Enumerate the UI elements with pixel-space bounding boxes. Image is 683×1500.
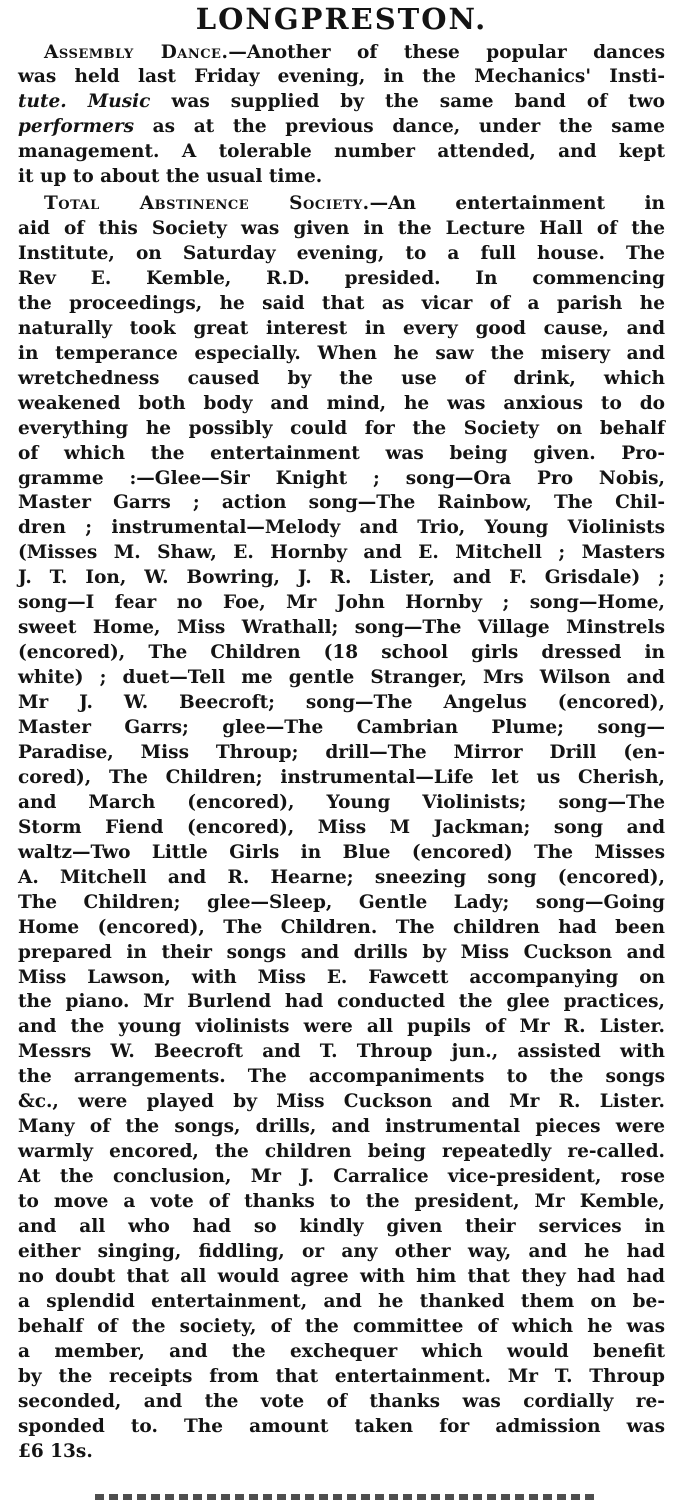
abstinence-line: to move a vote of thanks to the president, Mr Kemble, <box>18 1191 665 1212</box>
abstinence-line: weakened both body and mind, he was anxious to do <box>18 392 665 414</box>
abstinence-heading: Total Abstinence Society. <box>44 193 370 214</box>
headline: LONGPRESTON. <box>195 2 488 36</box>
abstinence-line: wretchedness caused by the use of drink, which <box>18 367 665 389</box>
abstinence-text: —An entertainment in <box>369 193 665 214</box>
abstinence-line: song—I fear no Foe, Mr John Hornby ; song—Home, <box>18 592 665 614</box>
abstinence-line: and the young violinists were all pupils of Mr R. Lister. <box>18 1016 665 1038</box>
abstinence-line: white) ; duet—Tell me gentle Stranger, Mrs Wilson and <box>18 667 665 689</box>
abstinence-line: the piano. Mr Burlend had conducted the glee practices, <box>18 991 665 1013</box>
abstinence-line: and all who had so kindly given their services in <box>18 1216 665 1237</box>
abstinence-line: (encored), The Children (18 school girls dressed in <box>18 642 665 664</box>
abstinence-line: behalf of the society, of the committee of which he was <box>18 1315 665 1337</box>
abstinence-line: a splendid entertainment, and he thanked them on be- <box>18 1290 665 1312</box>
abstinence-line: Miss Lawson, with Miss E. Fawcett accompanying on <box>18 966 665 988</box>
assembly-line <box>44 41 665 65</box>
abstinence-line: At the conclusion, Mr J. Carralice vice-president, rose <box>18 1166 665 1188</box>
abstinence-line: the arrangements. The accompaniments to the songs <box>18 1066 665 1088</box>
assembly-line <box>18 90 665 114</box>
abstinence-line: naturally took great interest in every good cause, and <box>18 317 665 339</box>
abstinence-line: warmly encored, the children being repeatedly re-called. <box>18 1141 665 1163</box>
abstinence-line: the proceedings, he said that as vicar of a parish he <box>18 292 665 314</box>
abstinence-line: Messrs W. Beecroft and T. Throup jun., assisted with <box>18 1041 665 1063</box>
abstinence-line: and March (encored), Young Violinists; song—The <box>18 791 665 813</box>
abstinence-line: waltz—Two Little Girls in Blue (encored) The Misses <box>18 841 665 863</box>
abstinence-line: by the receipts from that entertainment. Mr T. Throup <box>18 1365 665 1387</box>
abstinence-line: Storm Fiend (encored), Miss M Jackman; song and <box>18 816 665 838</box>
abstinence-line: Master Garrs ; action song—The Rainbow, The Chil- <box>18 492 665 514</box>
abstinence-line: sweet Home, Miss Wrathall; song—The Village Minstrels <box>18 617 665 639</box>
abstinence-line: Institute, on Saturday evening, to a full house. The <box>18 242 665 264</box>
abstinence-line: a member, and the exchequer which would benefit <box>18 1340 665 1362</box>
abstinence-line: no doubt that all would agree with him that they had had <box>18 1265 665 1287</box>
abstinence-line: gramme :—Glee—Sir Knight ; song—Ora Pro Nobis, <box>18 467 665 489</box>
assembly-text: as at the previous dance, under the same <box>134 116 665 137</box>
assembly-text: performers <box>18 116 135 137</box>
assembly-line: it up to about the usual time. <box>18 166 323 187</box>
abstinence-line: everything he possibly could for the Society on behalf <box>18 417 665 439</box>
assembly-heading: Assembly Dance. <box>44 42 229 63</box>
abstinence-line: in temperance especially. When he saw the misery and <box>18 342 665 364</box>
abstinence-line: dren ; instrumental—Melody and Trio, Young Violinists <box>18 517 665 539</box>
abstinence-line: £6 13s. <box>18 1440 93 1462</box>
assembly-text: tute. <box>18 91 67 112</box>
abstinence-line: A. Mitchell and R. Hearne; sneezing song (encored), <box>18 866 665 888</box>
abstinence-line: aid of this Society was given in the Lecture Hall of the <box>18 218 665 239</box>
abstinence-line: cored), The Children; instrumental—Life let us Cherish, <box>18 766 665 788</box>
abstinence-line: Mr J. W. Beecroft; song—The Angelus (encored), <box>18 692 665 713</box>
abstinence-line: Master Garrs; glee—The Cambrian Plume; song— <box>18 717 665 738</box>
abstinence-line: prepared in their songs and drills by Miss Cuckson and <box>18 941 665 963</box>
assembly-line <box>18 115 665 139</box>
abstinence-line: The Children; glee—Sleep, Gentle Lady; song—Going <box>18 891 665 913</box>
abstinence-line: seconded, and the vote of thanks was cordially re- <box>18 1390 665 1412</box>
abstinence-line: &c., were played by Miss Cuckson and Mr R. Lister. <box>18 1091 665 1113</box>
abstinence-line: (Misses M. Shaw, E. Hornby and E. Mitchell ; Masters <box>18 542 665 564</box>
assembly-line: management. A tolerable number attended, and kept <box>18 141 665 162</box>
assembly-text: —Another of these popular dances <box>228 42 665 63</box>
abstinence-line: of which the entertainment was being given. Pro- <box>18 442 665 464</box>
abstinence-line: either singing, fiddling, or any other way, and he had <box>18 1240 665 1262</box>
abstinence-line: Home (encored), The Children. The children had been <box>18 916 665 938</box>
abstinence-line <box>44 192 665 216</box>
section-divider <box>95 1494 595 1500</box>
abstinence-line: Paradise, Miss Throup; drill—The Mirror Drill (en- <box>18 741 665 763</box>
abstinence-line: Rev E. Kemble, R.D. presided. In commencing <box>18 267 665 289</box>
assembly-text: Music <box>87 91 151 112</box>
assembly-text: was supplied by the same band of two <box>150 91 665 112</box>
abstinence-line: Many of the songs, drills, and instrumental pieces were <box>18 1116 665 1138</box>
assembly-line: was held last Friday evening, in the Mechanics' Insti- <box>18 66 665 87</box>
abstinence-line: J. T. Ion, W. Bowring, J. R. Lister, and F. Grisdale) ; <box>18 567 665 589</box>
abstinence-line: sponded to. The amount taken for admission was <box>18 1415 665 1437</box>
